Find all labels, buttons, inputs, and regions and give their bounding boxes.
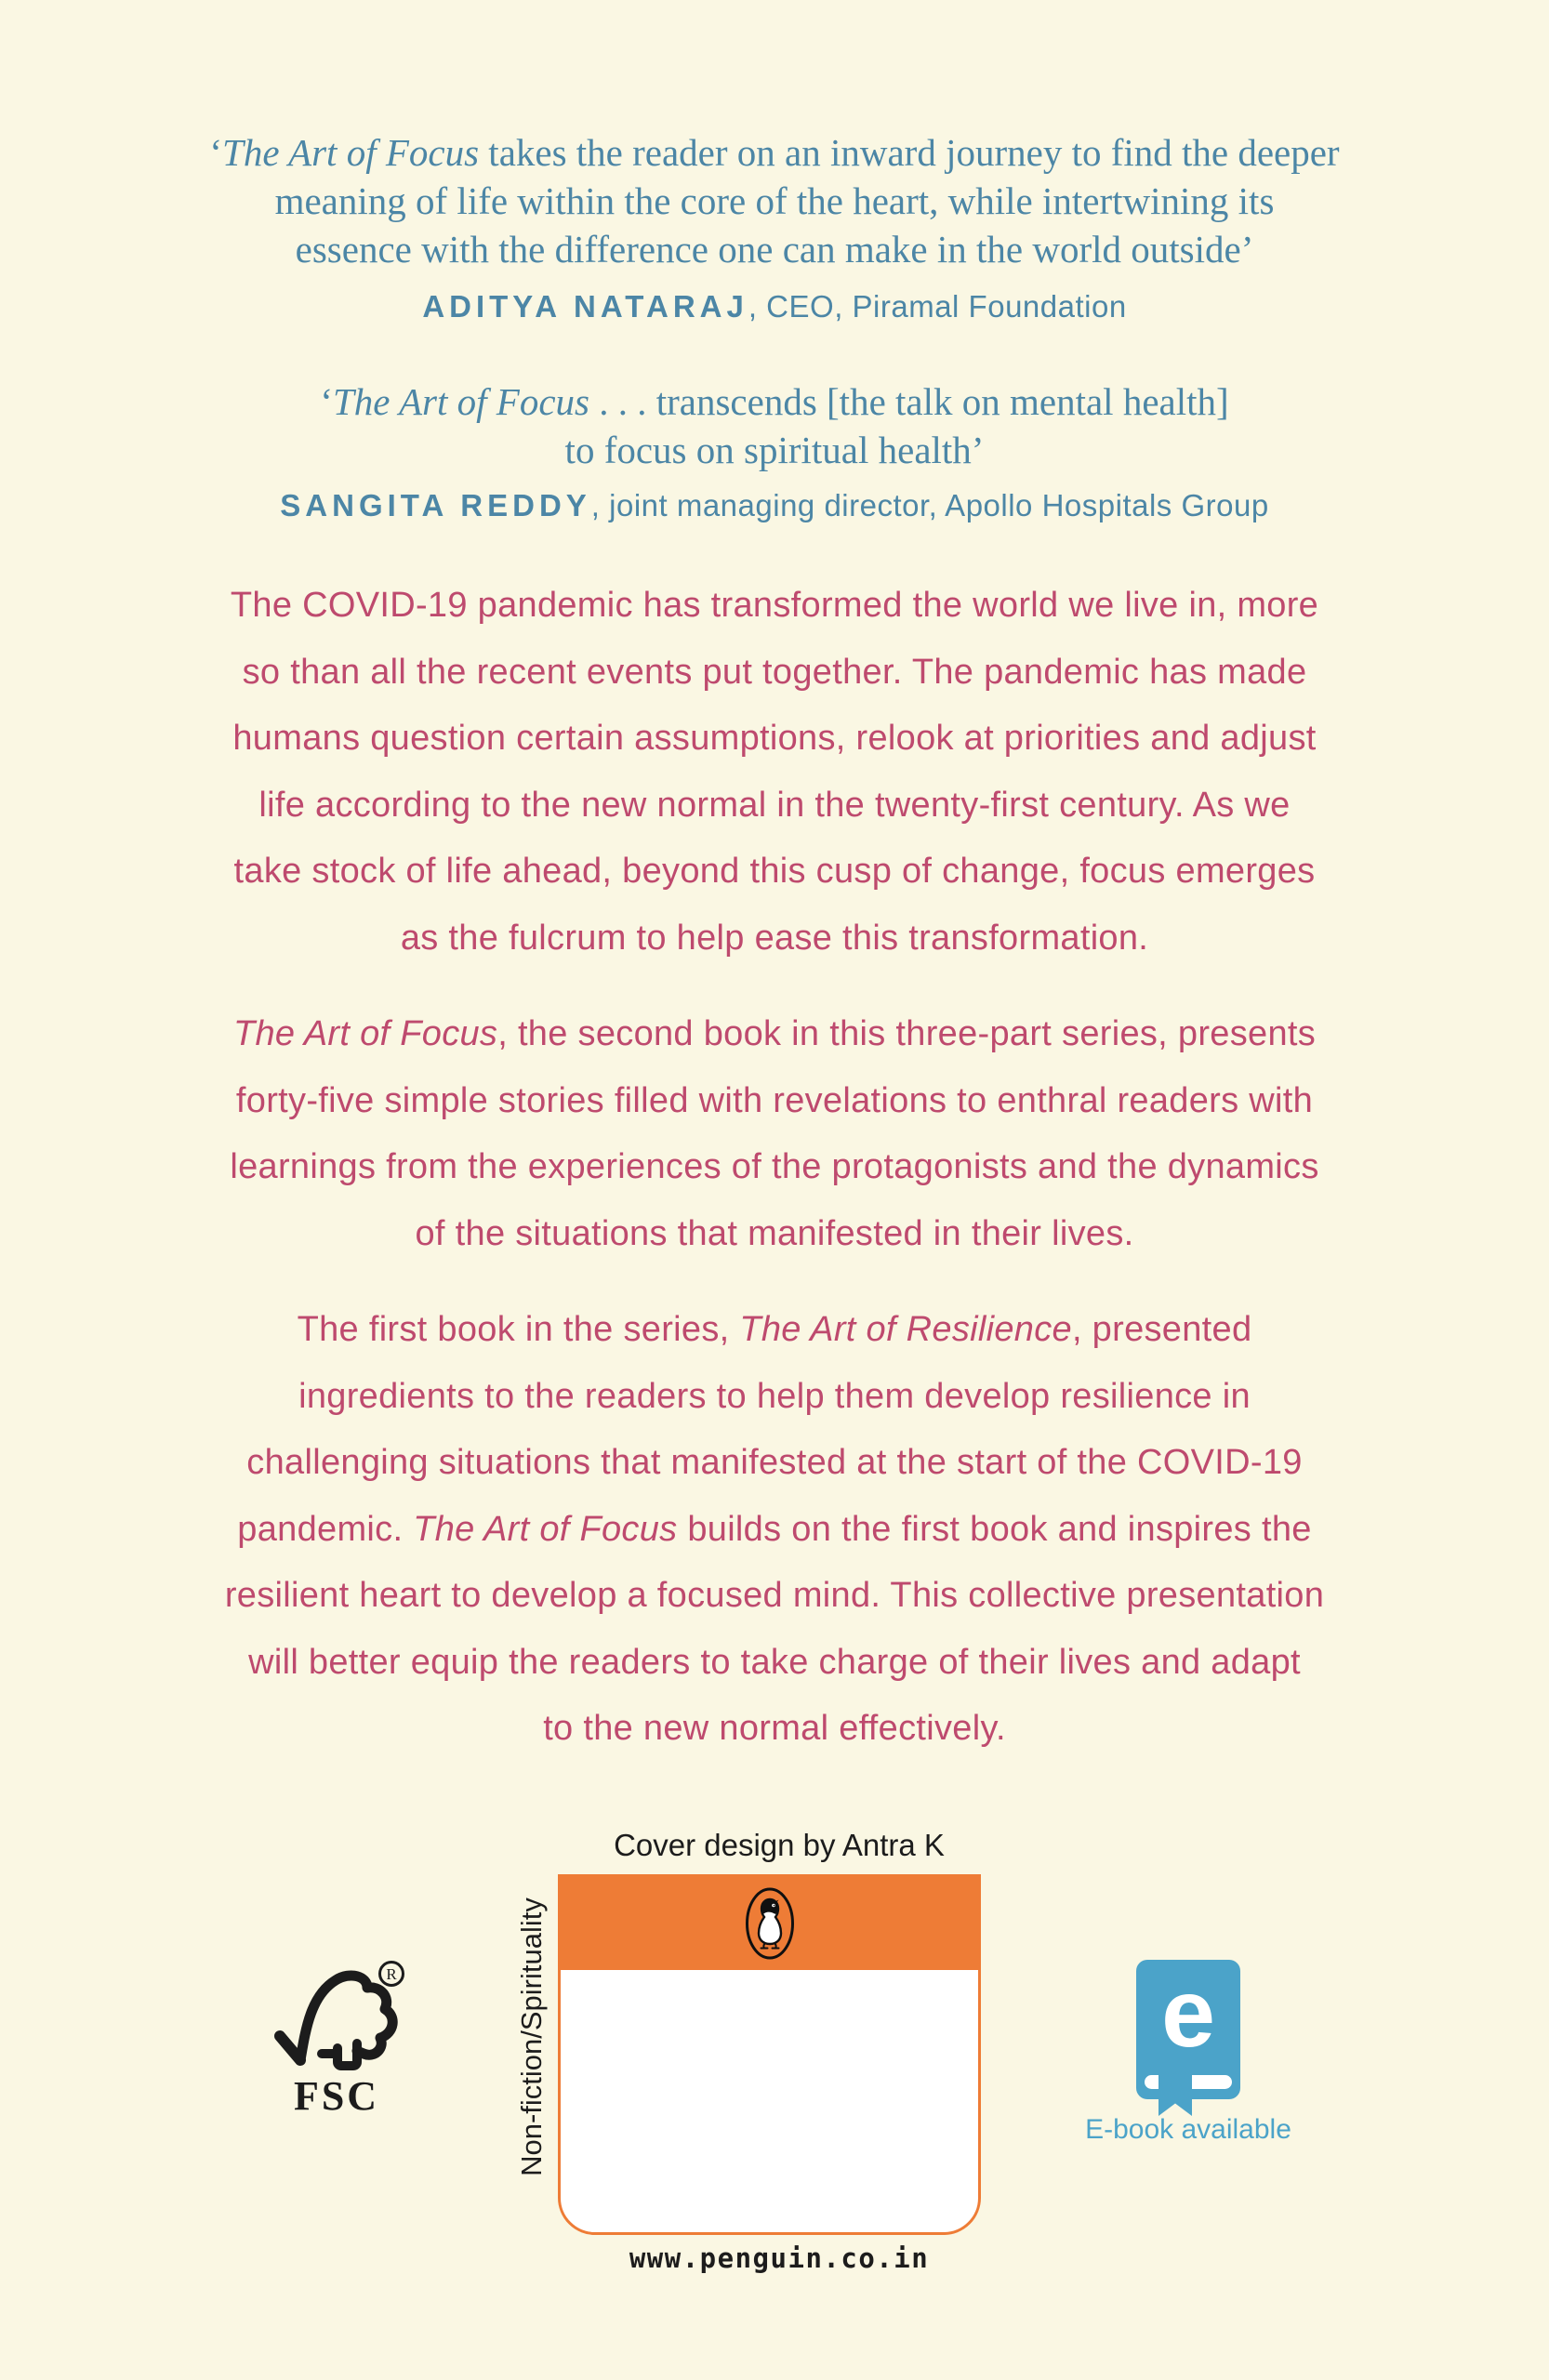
quote-2-attribution — [0, 487, 1549, 524]
text-line: essence with the difference one can make in the world outside’ — [295, 228, 1254, 271]
text-line: The COVID-19 pandemic has transformed the world we live in, more — [230, 586, 1319, 625]
quote-1-attribution — [0, 288, 1549, 325]
synopsis-paragraph-1 — [0, 573, 1549, 972]
quote-1 — [0, 0, 1549, 273]
category-label-vertical: Non-fiction/Spirituality — [515, 1897, 548, 2176]
text-line: ingredients to the readers to help them develop resilience in — [298, 1376, 1251, 1416]
text-line: meaning of life within the core of the heart, while intertwining its — [274, 179, 1275, 222]
text-line: ‘The Art of Focus takes the reader on an inward journey to find the deeper — [209, 131, 1340, 174]
fsc-certification-mark — [267, 1958, 406, 2120]
ebook-letter: e — [1161, 1960, 1215, 2068]
ebook-available-label: E-book available — [1085, 2114, 1291, 2145]
text-line: of the situations that manifested in their lives. — [415, 1213, 1134, 1253]
bookmark-ribbon-icon — [1158, 2071, 1192, 2116]
text-line: will better equip the readers to take charge of their lives and adapt — [248, 1642, 1301, 1682]
text-line: as the fulcrum to help ease this transformation. — [400, 918, 1149, 958]
penguin-brand-band — [561, 1877, 978, 1970]
cover-design-credit: Cover design by Antra K — [614, 1828, 945, 1862]
quote-2-attribution-role: , joint managing director, Apollo Hospitals Group — [590, 488, 1269, 522]
synopsis-paragraph-3 — [0, 1297, 1549, 1763]
text-line: forty-five simple stories filled with revelations to enthral readers with — [235, 1080, 1314, 1120]
text-line: humans question certain assumptions, relook at priorities and adjust — [232, 719, 1317, 758]
barcode-box — [558, 1874, 981, 2235]
text-line: take stock of life ahead, beyond this cusp of change, focus emerges — [233, 852, 1316, 891]
text-line: challenging situations that manifested at the start of the COVID-19 — [246, 1443, 1303, 1482]
text-line: ‘The Art of Focus . . . transcends [the talk on mental health] — [320, 380, 1229, 423]
quote-1-attribution-role: , CEO, Piramal Foundation — [748, 289, 1127, 324]
ebook-availability — [1067, 1960, 1309, 2146]
publisher-website: www.penguin.co.in — [629, 2242, 930, 2274]
text-line: to the new normal effectively. — [543, 1709, 1006, 1748]
endorsement-quotes — [0, 0, 1549, 524]
quote-2-attribution-name: SANGITA REDDY — [280, 488, 591, 522]
text-line: so than all the recent events put together. The pandemic has made — [242, 652, 1307, 692]
synopsis-paragraph-2 — [0, 1001, 1549, 1267]
fsc-label: FSC — [293, 2073, 380, 2119]
text-line: to focus on spiritual health’ — [564, 429, 985, 471]
text-line: resilient heart to develop a focused mind. This collective presentation — [224, 1576, 1325, 1615]
ebook-icon — [1136, 1960, 1240, 2099]
quote-2 — [0, 377, 1549, 474]
registered-trademark-icon: R — [386, 1965, 397, 1983]
penguin-logo-icon — [744, 1886, 796, 1961]
synopsis — [0, 573, 1549, 1763]
text-line: The Art of Focus, the second book in this three-part series, presents — [232, 1014, 1317, 1053]
text-line: pandemic. The Art of Focus builds on the first book and inspires the — [237, 1509, 1312, 1549]
text-line: life according to the new normal in the twenty-first century. As we — [258, 785, 1291, 825]
fsc-tree-icon — [267, 1958, 406, 2071]
quote-1-attribution-name: ADITYA NATARAJ — [422, 289, 748, 324]
text-line: The first book in the series, The Art of Resilience, presented — [297, 1310, 1252, 1349]
text-line: learnings from the experiences of the protagonists and the dynamics — [230, 1147, 1319, 1186]
